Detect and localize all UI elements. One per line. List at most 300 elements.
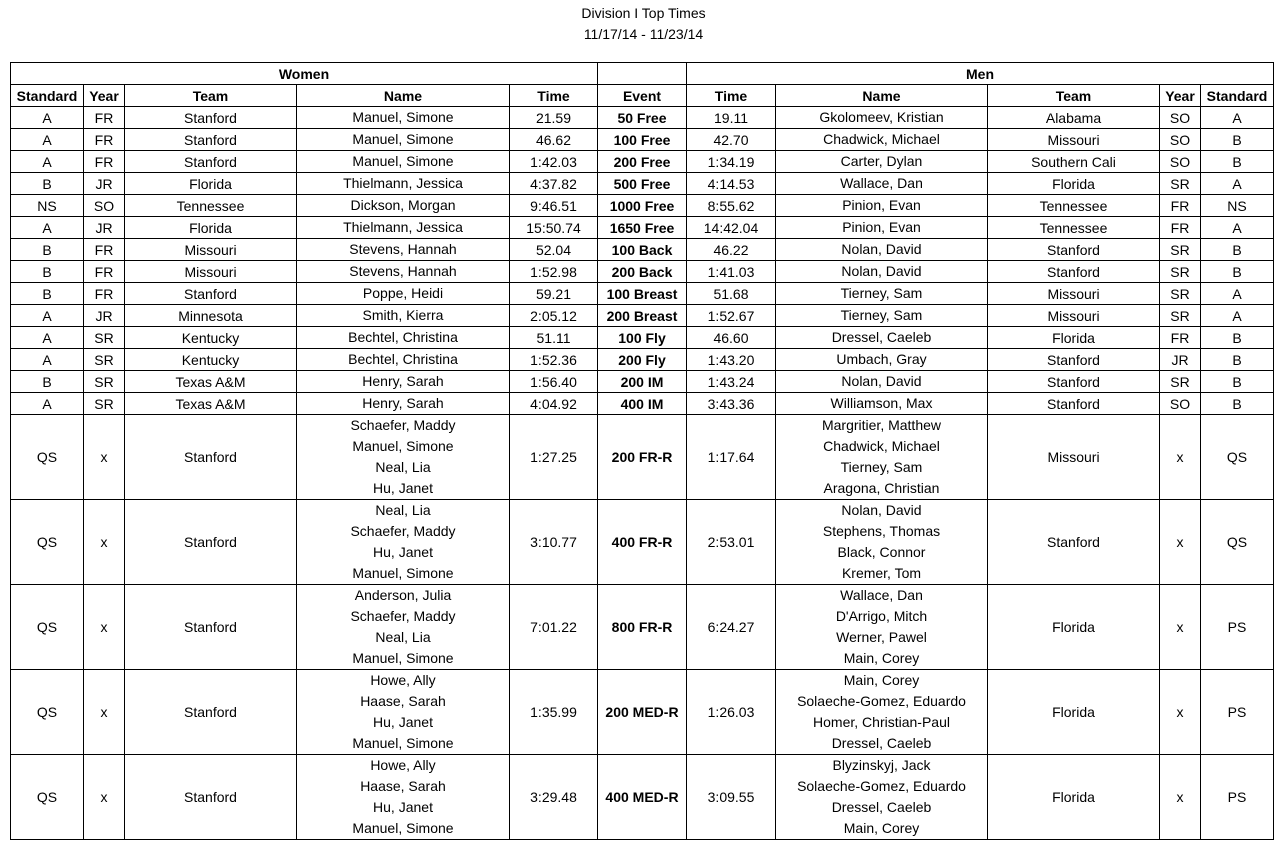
men-standard-cell: PS: [1201, 585, 1274, 670]
men-time-cell: 1:34.19: [687, 151, 776, 173]
women-year-cell: x: [84, 670, 125, 755]
women-team-cell: Stanford: [125, 415, 297, 500]
swimmer-name: Thielmann, Jessica: [343, 175, 463, 191]
men-time-cell: 1:43.24: [687, 371, 776, 393]
women-year-cell: SR: [84, 393, 125, 415]
men-standard-cell: QS: [1201, 500, 1274, 585]
women-team-cell: Texas A&M: [125, 371, 297, 393]
women-team-cell: Missouri: [125, 239, 297, 261]
swimmer-name: Stephens, Thomas: [822, 523, 941, 539]
women-year-cell: SR: [84, 327, 125, 349]
women-standard-cell: QS: [11, 755, 84, 840]
men-time-cell: 46.60: [687, 327, 776, 349]
men-time-cell: 1:52.67: [687, 305, 776, 327]
women-time-cell: 21.59: [510, 107, 598, 129]
col-header-women-standard: Standard: [11, 85, 84, 107]
swimmer-name: Neal, Lia: [375, 629, 431, 645]
men-group-header: Men: [687, 63, 1274, 85]
women-name-cell: [297, 500, 510, 585]
men-name-cell: [776, 415, 988, 500]
men-time-cell: 19.11: [687, 107, 776, 129]
women-standard-cell: B: [11, 261, 84, 283]
table-row: [11, 129, 1274, 151]
women-group-header: Women: [11, 63, 598, 85]
women-name-cell: [297, 217, 510, 239]
women-time-cell: 1:52.36: [510, 349, 598, 371]
men-time-cell: 1:17.64: [687, 415, 776, 500]
swimmer-name: Solaeche-Gomez, Eduardo: [797, 693, 966, 709]
women-team-cell: Missouri: [125, 261, 297, 283]
swimmer-name: Tierney, Sam: [840, 307, 923, 323]
men-year-cell: SO: [1160, 107, 1201, 129]
women-time-cell: 7:01.22: [510, 585, 598, 670]
event-cell: 400 FR-R: [598, 500, 687, 585]
men-name-cell: [776, 500, 988, 585]
swimmer-name: Pinion, Evan: [842, 219, 921, 235]
col-header-men-time: Time: [687, 85, 776, 107]
men-year-cell: SR: [1160, 305, 1201, 327]
men-standard-cell: B: [1201, 393, 1274, 415]
event-cell: 1650 Free: [598, 217, 687, 239]
women-time-cell: 1:35.99: [510, 670, 598, 755]
women-standard-cell: A: [11, 217, 84, 239]
women-team-cell: Stanford: [125, 283, 297, 305]
swimmer-name: Hu, Janet: [373, 544, 433, 560]
event-cell: 100 Back: [598, 239, 687, 261]
women-year-cell: FR: [84, 107, 125, 129]
swimmer-name: Hu, Janet: [373, 799, 433, 815]
swimmer-name: Carter, Dylan: [840, 153, 923, 169]
men-standard-cell: B: [1201, 349, 1274, 371]
swimmer-name: Black, Connor: [837, 544, 926, 560]
women-name-cell: [297, 173, 510, 195]
women-team-cell: Stanford: [125, 500, 297, 585]
women-team-cell: Texas A&M: [125, 393, 297, 415]
women-name-cell: [297, 239, 510, 261]
women-year-cell: SO: [84, 195, 125, 217]
col-header-women-time: Time: [510, 85, 598, 107]
men-standard-cell: A: [1201, 283, 1274, 305]
men-year-cell: SO: [1160, 129, 1201, 151]
table-row: [11, 195, 1274, 217]
women-year-cell: JR: [84, 173, 125, 195]
women-name-cell: [297, 327, 510, 349]
women-standard-cell: A: [11, 107, 84, 129]
women-year-cell: FR: [84, 129, 125, 151]
men-team-cell: Stanford: [988, 239, 1160, 261]
swimmer-name: Henry, Sarah: [362, 395, 444, 411]
swimmer-name: Nolan, David: [841, 263, 922, 279]
men-name-cell: [776, 393, 988, 415]
women-name-cell: [297, 393, 510, 415]
swimmer-name: Homer, Christian-Paul: [813, 714, 950, 730]
women-name-cell: [297, 349, 510, 371]
women-year-cell: JR: [84, 217, 125, 239]
event-cell: 200 IM: [598, 371, 687, 393]
swimmer-name: Hu, Janet: [373, 714, 433, 730]
swimmer-name: Chadwick, Michael: [823, 131, 940, 147]
swimmer-name: Haase, Sarah: [360, 778, 446, 794]
men-standard-cell: A: [1201, 173, 1274, 195]
table-row: [11, 217, 1274, 239]
men-name-cell: [776, 217, 988, 239]
event-cell: 100 Free: [598, 129, 687, 151]
swimmer-name: Stevens, Hannah: [349, 241, 457, 257]
men-year-cell: FR: [1160, 195, 1201, 217]
event-cell: 100 Breast: [598, 283, 687, 305]
men-year-cell: SR: [1160, 283, 1201, 305]
women-standard-cell: QS: [11, 585, 84, 670]
men-name-cell: [776, 239, 988, 261]
women-standard-cell: A: [11, 393, 84, 415]
men-team-cell: Missouri: [988, 129, 1160, 151]
swimmer-name: Howe, Ally: [370, 672, 436, 688]
swimmer-name: Nolan, David: [841, 241, 922, 257]
relay-row: [11, 585, 1274, 670]
swimmer-name: Smith, Kierra: [362, 307, 444, 323]
swimmer-name: Main, Corey: [843, 650, 920, 666]
women-time-cell: 1:27.25: [510, 415, 598, 500]
col-header-women-team: Team: [125, 85, 297, 107]
swimmer-name: Dressel, Caeleb: [831, 735, 932, 751]
men-name-cell: [776, 261, 988, 283]
swimmer-name: Manuel, Simone: [352, 131, 454, 147]
men-team-cell: Florida: [988, 755, 1160, 840]
men-year-cell: SR: [1160, 173, 1201, 195]
women-name-cell: [297, 371, 510, 393]
women-standard-cell: A: [11, 327, 84, 349]
col-header-men-standard: Standard: [1201, 85, 1274, 107]
men-time-cell: 8:55.62: [687, 195, 776, 217]
swimmer-name: Nolan, David: [841, 502, 922, 518]
women-year-cell: x: [84, 415, 125, 500]
men-time-cell: 1:41.03: [687, 261, 776, 283]
men-standard-cell: B: [1201, 239, 1274, 261]
swimmer-name: Manuel, Simone: [352, 153, 454, 169]
col-header-men-team: Team: [988, 85, 1160, 107]
swimmer-name: Manuel, Simone: [352, 820, 454, 836]
table-row: [11, 305, 1274, 327]
women-team-cell: Florida: [125, 217, 297, 239]
report-title: Division I Top Times: [581, 5, 706, 21]
men-standard-cell: A: [1201, 305, 1274, 327]
men-name-cell: [776, 151, 988, 173]
men-team-cell: Southern Cali: [988, 151, 1160, 173]
swimmer-name: Chadwick, Michael: [823, 438, 940, 454]
women-team-cell: Tennessee: [125, 195, 297, 217]
table-row: [11, 107, 1274, 129]
swimmer-name: Werner, Pawel: [836, 629, 927, 645]
men-team-cell: Florida: [988, 585, 1160, 670]
women-name-cell: [297, 151, 510, 173]
event-cell: 800 FR-R: [598, 585, 687, 670]
men-standard-cell: B: [1201, 371, 1274, 393]
swimmer-name: Gkolomeev, Kristian: [819, 109, 944, 125]
women-team-cell: Stanford: [125, 107, 297, 129]
women-year-cell: JR: [84, 305, 125, 327]
men-time-cell: 46.22: [687, 239, 776, 261]
women-team-cell: Minnesota: [125, 305, 297, 327]
swimmer-name: Schaefer, Maddy: [350, 523, 456, 539]
event-cell: 200 Breast: [598, 305, 687, 327]
women-year-cell: x: [84, 755, 125, 840]
swimmer-name: D'Arrigo, Mitch: [835, 608, 928, 624]
women-standard-cell: QS: [11, 670, 84, 755]
men-name-cell: [776, 173, 988, 195]
women-time-cell: 1:42.03: [510, 151, 598, 173]
women-year-cell: x: [84, 585, 125, 670]
women-time-cell: 52.04: [510, 239, 598, 261]
men-time-cell: 42.70: [687, 129, 776, 151]
men-year-cell: SO: [1160, 151, 1201, 173]
swimmer-name: Pinion, Evan: [842, 197, 921, 213]
swimmer-name: Bechtel, Christina: [348, 351, 458, 367]
swimmer-name: Dressel, Caeleb: [831, 799, 932, 815]
men-team-cell: Stanford: [988, 261, 1160, 283]
swimmer-name: Tierney, Sam: [840, 285, 923, 301]
women-name-cell: [297, 195, 510, 217]
swimmer-name: Manuel, Simone: [352, 650, 454, 666]
women-name-cell: [297, 305, 510, 327]
men-name-cell: [776, 107, 988, 129]
women-name-cell: [297, 585, 510, 670]
col-header-men-year: Year: [1160, 85, 1201, 107]
swimmer-name: Williamson, Max: [830, 395, 933, 411]
men-team-cell: Missouri: [988, 415, 1160, 500]
men-standard-cell: B: [1201, 261, 1274, 283]
men-team-cell: Stanford: [988, 349, 1160, 371]
women-year-cell: FR: [84, 261, 125, 283]
report-header: [0, 3, 1287, 45]
women-team-cell: Stanford: [125, 129, 297, 151]
swimmer-name: Neal, Lia: [375, 459, 431, 475]
women-team-cell: Stanford: [125, 585, 297, 670]
swimmer-name: Thielmann, Jessica: [343, 219, 463, 235]
relay-row: [11, 670, 1274, 755]
table-row: [11, 327, 1274, 349]
swimmer-name: Dressel, Caeleb: [831, 329, 932, 345]
swimmer-name: Hu, Janet: [373, 480, 433, 496]
men-time-cell: 2:53.01: [687, 500, 776, 585]
women-time-cell: 59.21: [510, 283, 598, 305]
top-times-table: [10, 62, 1274, 840]
event-cell: 200 MED-R: [598, 670, 687, 755]
men-name-cell: [776, 585, 988, 670]
women-standard-cell: QS: [11, 500, 84, 585]
men-team-cell: Missouri: [988, 305, 1160, 327]
event-cell: 400 MED-R: [598, 755, 687, 840]
men-standard-cell: A: [1201, 107, 1274, 129]
men-year-cell: SR: [1160, 371, 1201, 393]
event-cell: 100 Fly: [598, 327, 687, 349]
men-time-cell: 3:43.36: [687, 393, 776, 415]
event-group-spacer: [598, 63, 687, 85]
men-name-cell: [776, 305, 988, 327]
men-name-cell: [776, 349, 988, 371]
swimmer-name: Tierney, Sam: [840, 459, 923, 475]
men-name-cell: [776, 327, 988, 349]
swimmer-name: Wallace, Dan: [840, 587, 923, 603]
women-name-cell: [297, 107, 510, 129]
relay-row: [11, 415, 1274, 500]
event-cell: 50 Free: [598, 107, 687, 129]
women-team-cell: Florida: [125, 173, 297, 195]
swimmer-name: Manuel, Simone: [352, 109, 454, 125]
women-standard-cell: B: [11, 239, 84, 261]
women-year-cell: SR: [84, 349, 125, 371]
relay-row: [11, 755, 1274, 840]
swimmer-name: Schaefer, Maddy: [350, 417, 456, 433]
women-standard-cell: A: [11, 151, 84, 173]
event-cell: 200 Back: [598, 261, 687, 283]
women-team-cell: Stanford: [125, 151, 297, 173]
men-standard-cell: PS: [1201, 755, 1274, 840]
men-team-cell: Alabama: [988, 107, 1160, 129]
women-time-cell: 15:50.74: [510, 217, 598, 239]
women-standard-cell: A: [11, 129, 84, 151]
men-team-cell: Tennessee: [988, 195, 1160, 217]
table-body: [11, 107, 1274, 840]
men-time-cell: 1:26.03: [687, 670, 776, 755]
swimmer-name: Blyzinskyj, Jack: [832, 757, 931, 773]
women-time-cell: 3:29.48: [510, 755, 598, 840]
event-cell: 1000 Free: [598, 195, 687, 217]
relay-row: [11, 500, 1274, 585]
women-time-cell: 1:52.98: [510, 261, 598, 283]
table-row: [11, 393, 1274, 415]
swimmer-name: Anderson, Julia: [354, 587, 452, 603]
men-name-cell: [776, 755, 988, 840]
report-date-range: 11/17/14 - 11/23/14: [583, 26, 704, 42]
women-team-cell: Stanford: [125, 755, 297, 840]
table-row: [11, 371, 1274, 393]
swimmer-name: Main, Corey: [843, 820, 920, 836]
women-standard-cell: QS: [11, 415, 84, 500]
event-cell: 200 Fly: [598, 349, 687, 371]
women-standard-cell: B: [11, 371, 84, 393]
swimmer-name: Nolan, David: [841, 373, 922, 389]
women-time-cell: 51.11: [510, 327, 598, 349]
women-year-cell: FR: [84, 283, 125, 305]
men-year-cell: FR: [1160, 327, 1201, 349]
women-year-cell: x: [84, 500, 125, 585]
men-standard-cell: A: [1201, 217, 1274, 239]
table-row: [11, 349, 1274, 371]
women-time-cell: 1:56.40: [510, 371, 598, 393]
event-cell: 500 Free: [598, 173, 687, 195]
col-header-event: Event: [598, 85, 687, 107]
swimmer-name: Margritier, Matthew: [821, 417, 942, 433]
swimmer-name: Wallace, Dan: [840, 175, 923, 191]
women-name-cell: [297, 283, 510, 305]
col-header-men-name: Name: [776, 85, 988, 107]
men-year-cell: x: [1160, 415, 1201, 500]
men-team-cell: Tennessee: [988, 217, 1160, 239]
men-standard-cell: NS: [1201, 195, 1274, 217]
men-time-cell: 14:42.04: [687, 217, 776, 239]
table-row: [11, 151, 1274, 173]
women-name-cell: [297, 670, 510, 755]
men-time-cell: 6:24.27: [687, 585, 776, 670]
men-year-cell: SR: [1160, 261, 1201, 283]
men-team-cell: Stanford: [988, 371, 1160, 393]
swimmer-name: Manuel, Simone: [352, 438, 454, 454]
women-team-cell: Kentucky: [125, 327, 297, 349]
men-year-cell: x: [1160, 670, 1201, 755]
swimmer-name: Umbach, Gray: [836, 351, 927, 367]
swimmer-name: Dickson, Morgan: [350, 197, 456, 213]
women-time-cell: 9:46.51: [510, 195, 598, 217]
men-name-cell: [776, 371, 988, 393]
women-team-cell: Stanford: [125, 670, 297, 755]
men-standard-cell: PS: [1201, 670, 1274, 755]
men-time-cell: 1:43.20: [687, 349, 776, 371]
women-time-cell: 46.62: [510, 129, 598, 151]
swimmer-name: Poppe, Heidi: [362, 285, 444, 301]
men-standard-cell: B: [1201, 327, 1274, 349]
women-name-cell: [297, 415, 510, 500]
men-team-cell: Stanford: [988, 393, 1160, 415]
women-name-cell: [297, 129, 510, 151]
men-time-cell: 4:14.53: [687, 173, 776, 195]
men-team-cell: Missouri: [988, 283, 1160, 305]
women-time-cell: 4:04.92: [510, 393, 598, 415]
men-name-cell: [776, 283, 988, 305]
women-year-cell: FR: [84, 239, 125, 261]
men-team-cell: Stanford: [988, 500, 1160, 585]
swimmer-name: Aragona, Christian: [823, 480, 940, 496]
swimmer-name: Bechtel, Christina: [348, 329, 458, 345]
men-year-cell: x: [1160, 585, 1201, 670]
women-standard-cell: B: [11, 173, 84, 195]
table-row: [11, 261, 1274, 283]
men-year-cell: SR: [1160, 239, 1201, 261]
women-time-cell: 4:37.82: [510, 173, 598, 195]
men-year-cell: JR: [1160, 349, 1201, 371]
women-standard-cell: A: [11, 349, 84, 371]
table-row: [11, 283, 1274, 305]
men-time-cell: 51.68: [687, 283, 776, 305]
swimmer-name: Haase, Sarah: [360, 693, 446, 709]
women-year-cell: SR: [84, 371, 125, 393]
women-name-cell: [297, 261, 510, 283]
men-team-cell: Florida: [988, 173, 1160, 195]
event-cell: 200 FR-R: [598, 415, 687, 500]
women-standard-cell: A: [11, 305, 84, 327]
men-year-cell: x: [1160, 500, 1201, 585]
women-team-cell: Kentucky: [125, 349, 297, 371]
women-standard-cell: B: [11, 283, 84, 305]
men-standard-cell: B: [1201, 151, 1274, 173]
men-time-cell: 3:09.55: [687, 755, 776, 840]
women-time-cell: 3:10.77: [510, 500, 598, 585]
event-cell: 400 IM: [598, 393, 687, 415]
men-year-cell: SO: [1160, 393, 1201, 415]
table-row: [11, 239, 1274, 261]
event-cell: 200 Free: [598, 151, 687, 173]
men-standard-cell: QS: [1201, 415, 1274, 500]
women-standard-cell: NS: [11, 195, 84, 217]
col-header-women-year: Year: [84, 85, 125, 107]
swimmer-name: Stevens, Hannah: [349, 263, 457, 279]
swimmer-name: Kremer, Tom: [841, 565, 922, 581]
col-header-women-name: Name: [297, 85, 510, 107]
men-name-cell: [776, 195, 988, 217]
swimmer-name: Manuel, Simone: [352, 735, 454, 751]
table-row: [11, 173, 1274, 195]
swimmer-name: Neal, Lia: [375, 502, 431, 518]
swimmer-name: Manuel, Simone: [352, 565, 454, 581]
